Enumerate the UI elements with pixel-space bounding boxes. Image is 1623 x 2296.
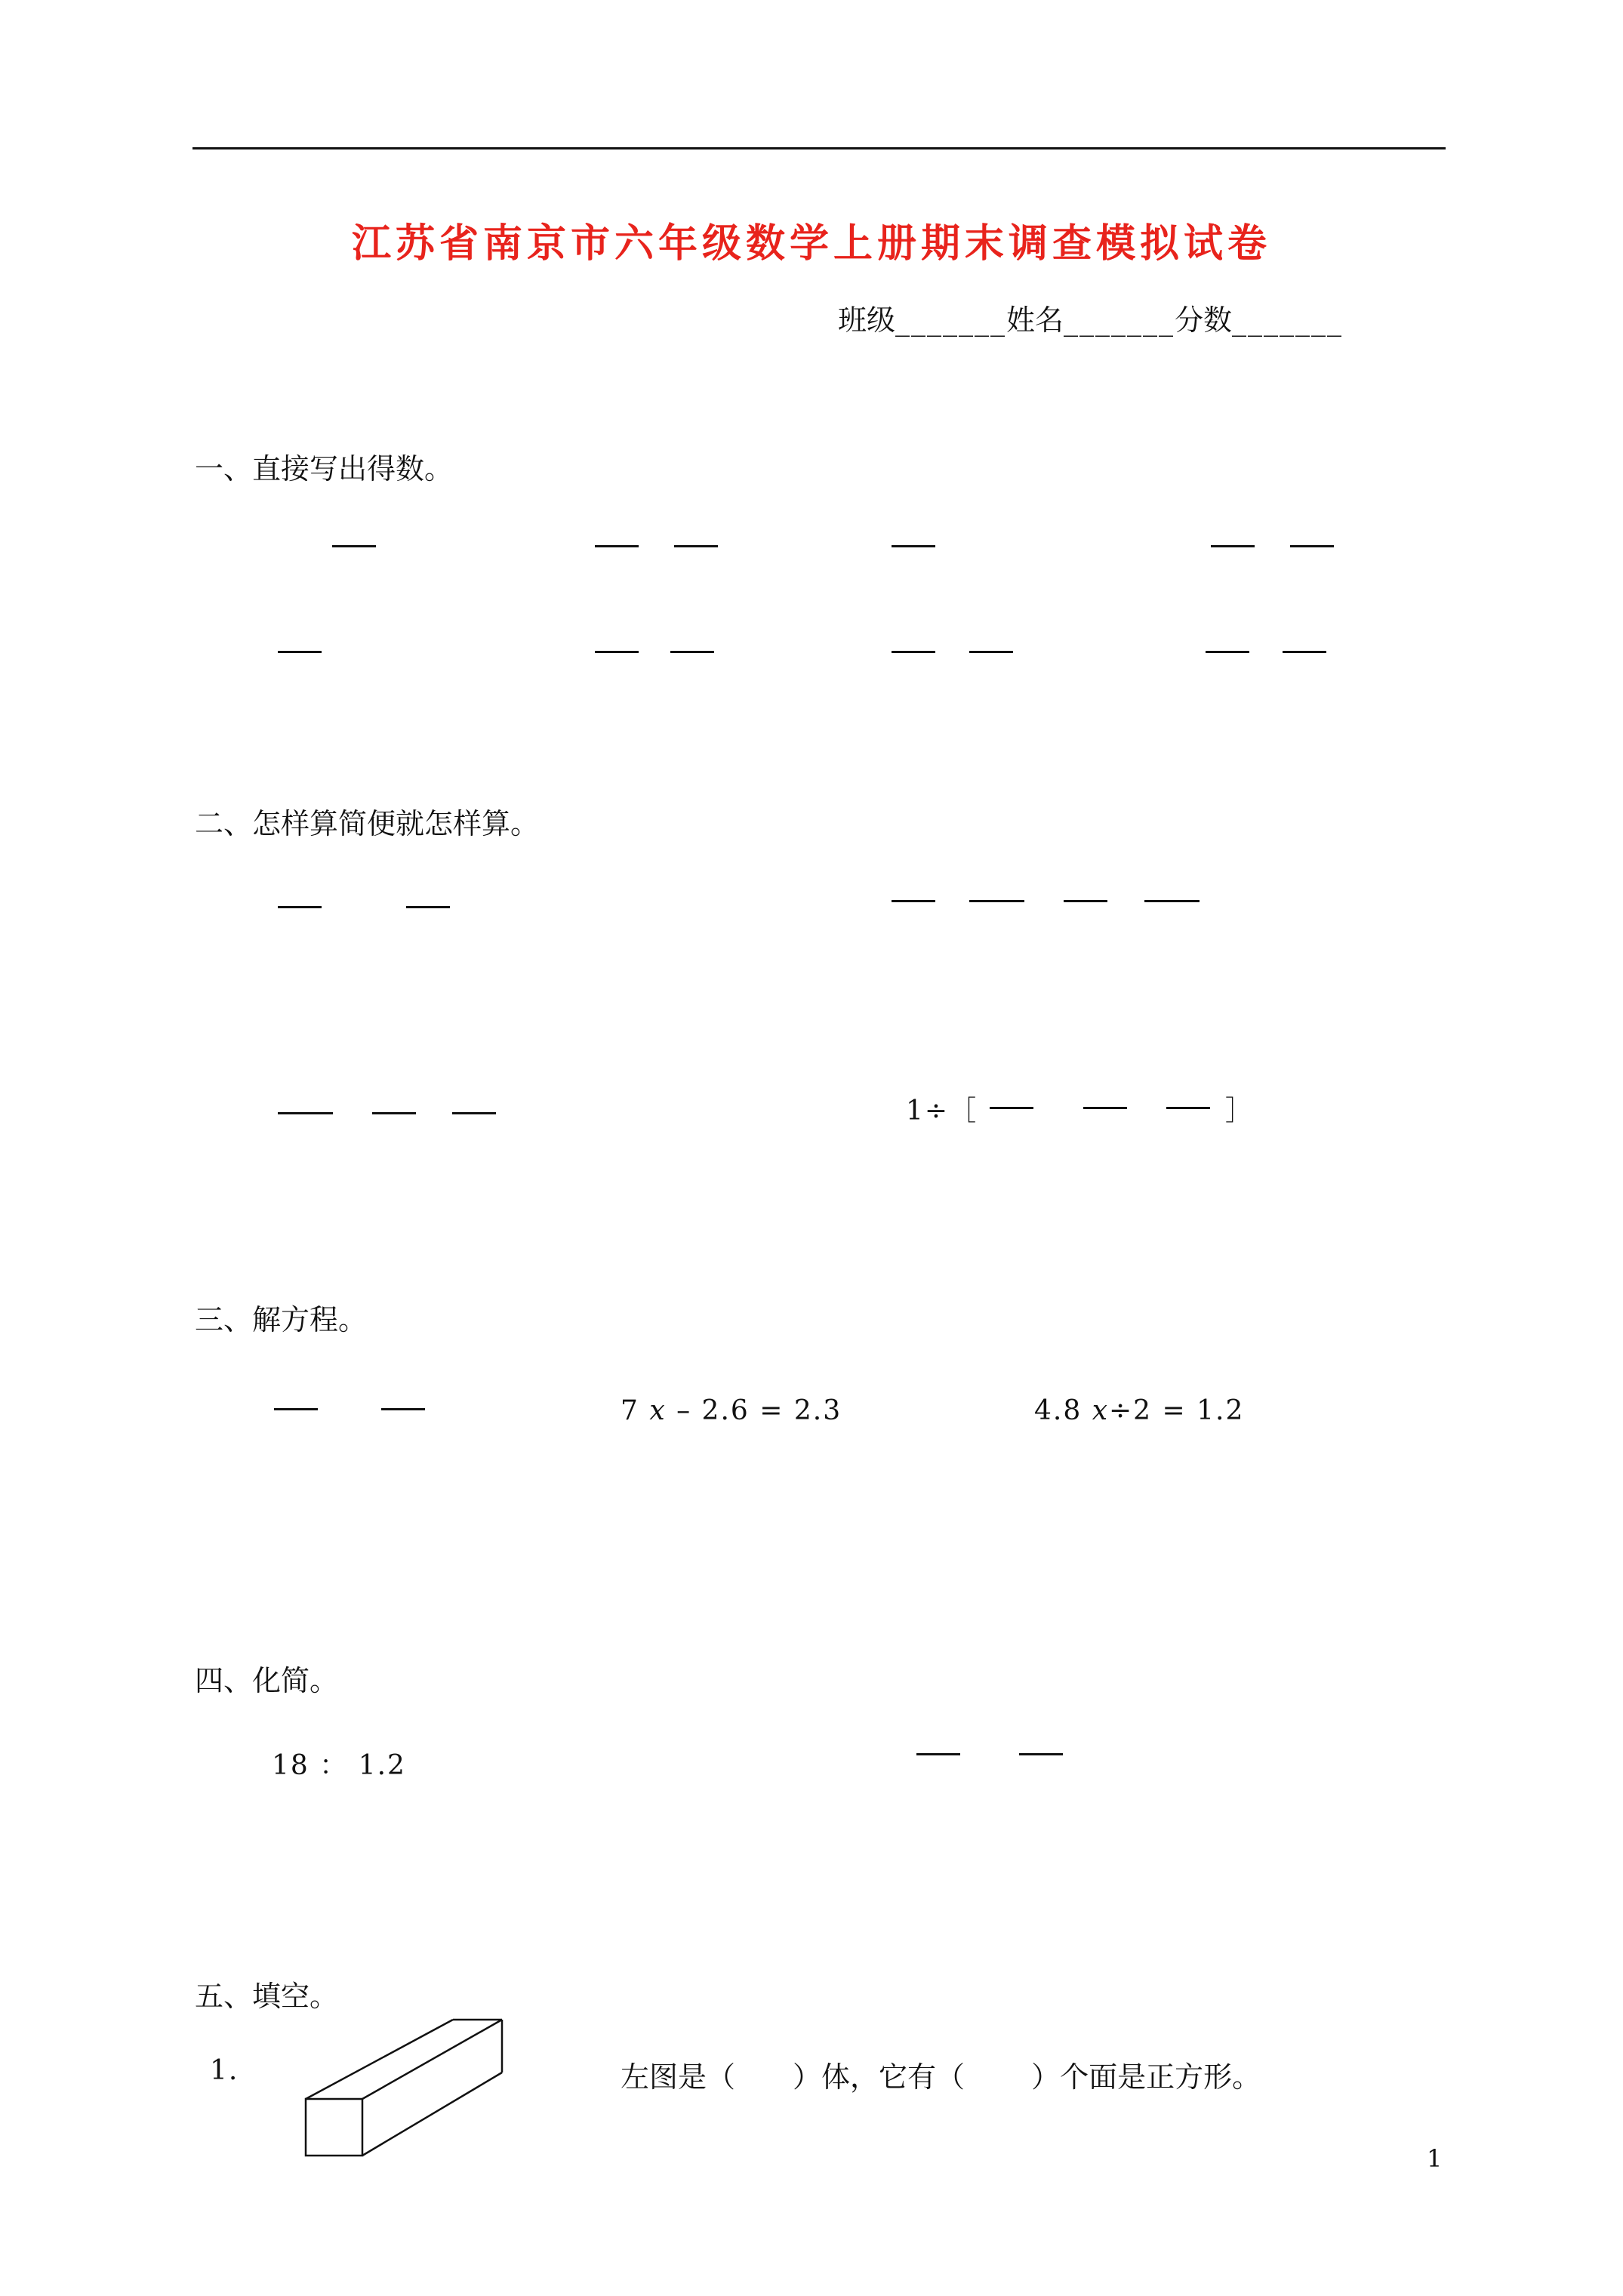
name-label: 姓名 — [1006, 304, 1064, 337]
cuboid-figure — [302, 2016, 506, 2167]
fraction-bar — [1166, 1107, 1210, 1109]
score-label: 分数 — [1175, 304, 1233, 337]
fraction-bar — [332, 545, 376, 547]
header-rule — [192, 147, 1446, 149]
fraction-bar — [916, 1753, 960, 1755]
fraction-bar — [274, 1408, 318, 1410]
fraction-bar — [1283, 651, 1326, 653]
fraction-bar — [892, 900, 935, 902]
fraction-bar — [278, 906, 322, 908]
fraction-bar — [1144, 900, 1200, 902]
equation-3-variable: x — [1092, 1395, 1110, 1426]
item-1-text: 左图是（ ）体，它有（ ）个面是正方形。 — [621, 2060, 1261, 2094]
fraction-bar — [1290, 545, 1334, 547]
fraction-bar — [674, 545, 718, 547]
fraction-bar — [381, 1408, 425, 1410]
item-1-number: 1. — [210, 2055, 239, 2086]
fraction-bar — [1206, 651, 1249, 653]
fraction-bar — [452, 1112, 496, 1114]
fraction-bar — [892, 545, 935, 547]
page-number: 1 — [1427, 2144, 1443, 2173]
page-title: 江苏省南京市六年级数学上册期末调查模拟试卷 — [351, 220, 1271, 267]
fraction-bar — [969, 900, 1024, 902]
equation-3 — [1034, 1395, 1244, 1426]
equation-2-left: 7 — [621, 1395, 650, 1426]
fraction-bar — [969, 651, 1013, 653]
equation-2-right: – 2.6 = 2.3 — [666, 1395, 842, 1426]
section-3-heading: 三、解方程。 — [195, 1303, 368, 1336]
equation-2 — [621, 1395, 842, 1426]
fraction-bar — [1064, 900, 1107, 902]
expression-divide-suffix: ］ — [1225, 1096, 1255, 1126]
equation-3-left: 4.8 — [1034, 1395, 1092, 1426]
score-blank[interactable]: _______ — [1232, 304, 1344, 337]
class-label: 班级 — [838, 304, 896, 337]
student-info-line — [838, 297, 1343, 338]
section-5-heading: 五、填空。 — [195, 1980, 339, 2013]
section-2-heading: 二、怎样算简便就怎样算。 — [195, 807, 540, 840]
fraction-bar — [990, 1107, 1033, 1109]
name-blank[interactable]: _______ — [1064, 304, 1175, 337]
fraction-bar — [670, 651, 714, 653]
fraction-bar — [595, 651, 639, 653]
fraction-bar — [278, 1112, 333, 1114]
equation-3-right: ÷2 = 1.2 — [1109, 1395, 1245, 1426]
expression-divide-prefix: 1÷［ — [906, 1096, 978, 1126]
class-blank[interactable]: _______ — [895, 304, 1007, 337]
section-1-heading: 一、直接写出得数。 — [195, 452, 454, 485]
fraction-bar — [892, 651, 935, 653]
fraction-bar — [1083, 1107, 1127, 1109]
fraction-bar — [278, 651, 322, 653]
fraction-bar — [406, 906, 450, 908]
fraction-bar — [595, 545, 639, 547]
section-4-heading: 四、化简。 — [195, 1664, 339, 1697]
fraction-bar — [1019, 1753, 1063, 1755]
equation-2-variable: x — [649, 1395, 667, 1426]
ratio-expression: 18 ： 1.2 — [272, 1750, 406, 1781]
fraction-bar — [1211, 545, 1255, 547]
fraction-bar — [372, 1112, 416, 1114]
